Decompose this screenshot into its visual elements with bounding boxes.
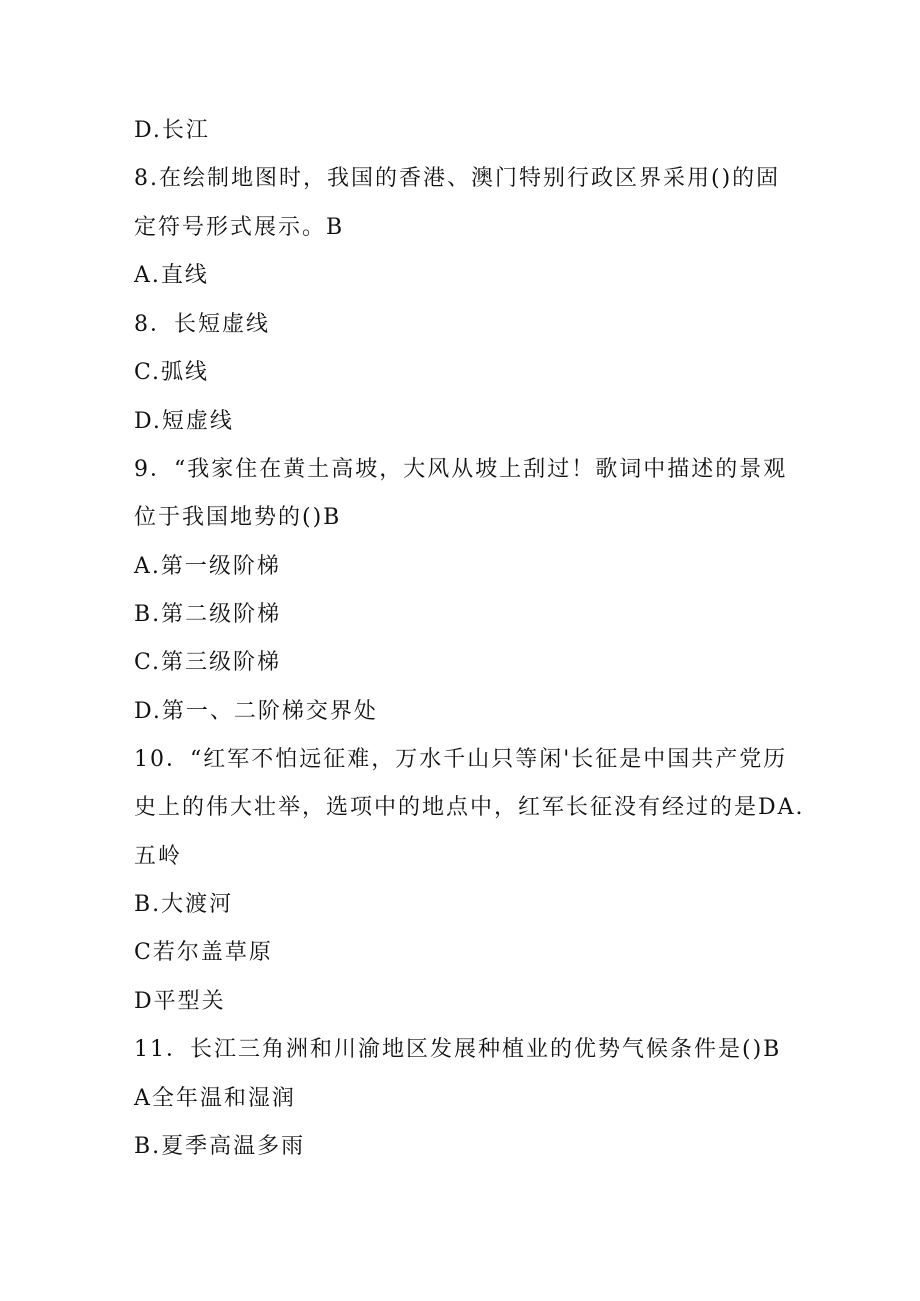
option-d-q8: D.短虚线 xyxy=(134,409,234,434)
option-b-q11: B.夏季高温多雨 xyxy=(134,1134,306,1159)
option-b-q8: 8．长短虚线 xyxy=(134,312,270,337)
option-c-q10: C若尔盖草原 xyxy=(134,940,273,965)
option-a-q11: A全年温和湿润 xyxy=(134,1086,296,1111)
option-c-q9: C.第三级阶梯 xyxy=(134,650,282,675)
option-d-q10: D平型关 xyxy=(134,989,226,1014)
question-10-line-3: 五岭 xyxy=(134,844,183,869)
option-a-q8: A.直线 xyxy=(134,263,209,288)
option-b-q9: B.第二级阶梯 xyxy=(134,602,282,627)
question-8-line-1: 8.在绘制地图时，我国的香港、澳门特别行政区界采用()的固 xyxy=(134,166,781,191)
option-a-q9: A.第一级阶梯 xyxy=(134,554,281,579)
question-10-line-1: 10．“红军不怕远征难，万水千山只等闲'长征是中国共产党历 xyxy=(134,747,788,772)
question-9-line-1: 9．“我家住在黄土高坡，大风从坡上刮过！歌词中描述的景观 xyxy=(134,457,788,482)
question-10-line-2: 史上的伟大壮举，选项中的地点中，红军长征没有经过的是DA. xyxy=(134,795,805,820)
question-11-line-1: 11．长江三角洲和川渝地区发展种植业的优势气候条件是()B xyxy=(134,1037,782,1062)
option-b-q10: B.大渡河 xyxy=(134,892,234,917)
option-d-q7: D.长江 xyxy=(134,118,210,143)
option-d-q9: D.第一、二阶梯交界处 xyxy=(134,699,378,724)
option-c-q8: C.弧线 xyxy=(134,360,210,385)
question-8-line-2: 定符号形式展示。B xyxy=(134,215,345,240)
question-9-line-2: 位于我国地势的()B xyxy=(134,505,342,530)
